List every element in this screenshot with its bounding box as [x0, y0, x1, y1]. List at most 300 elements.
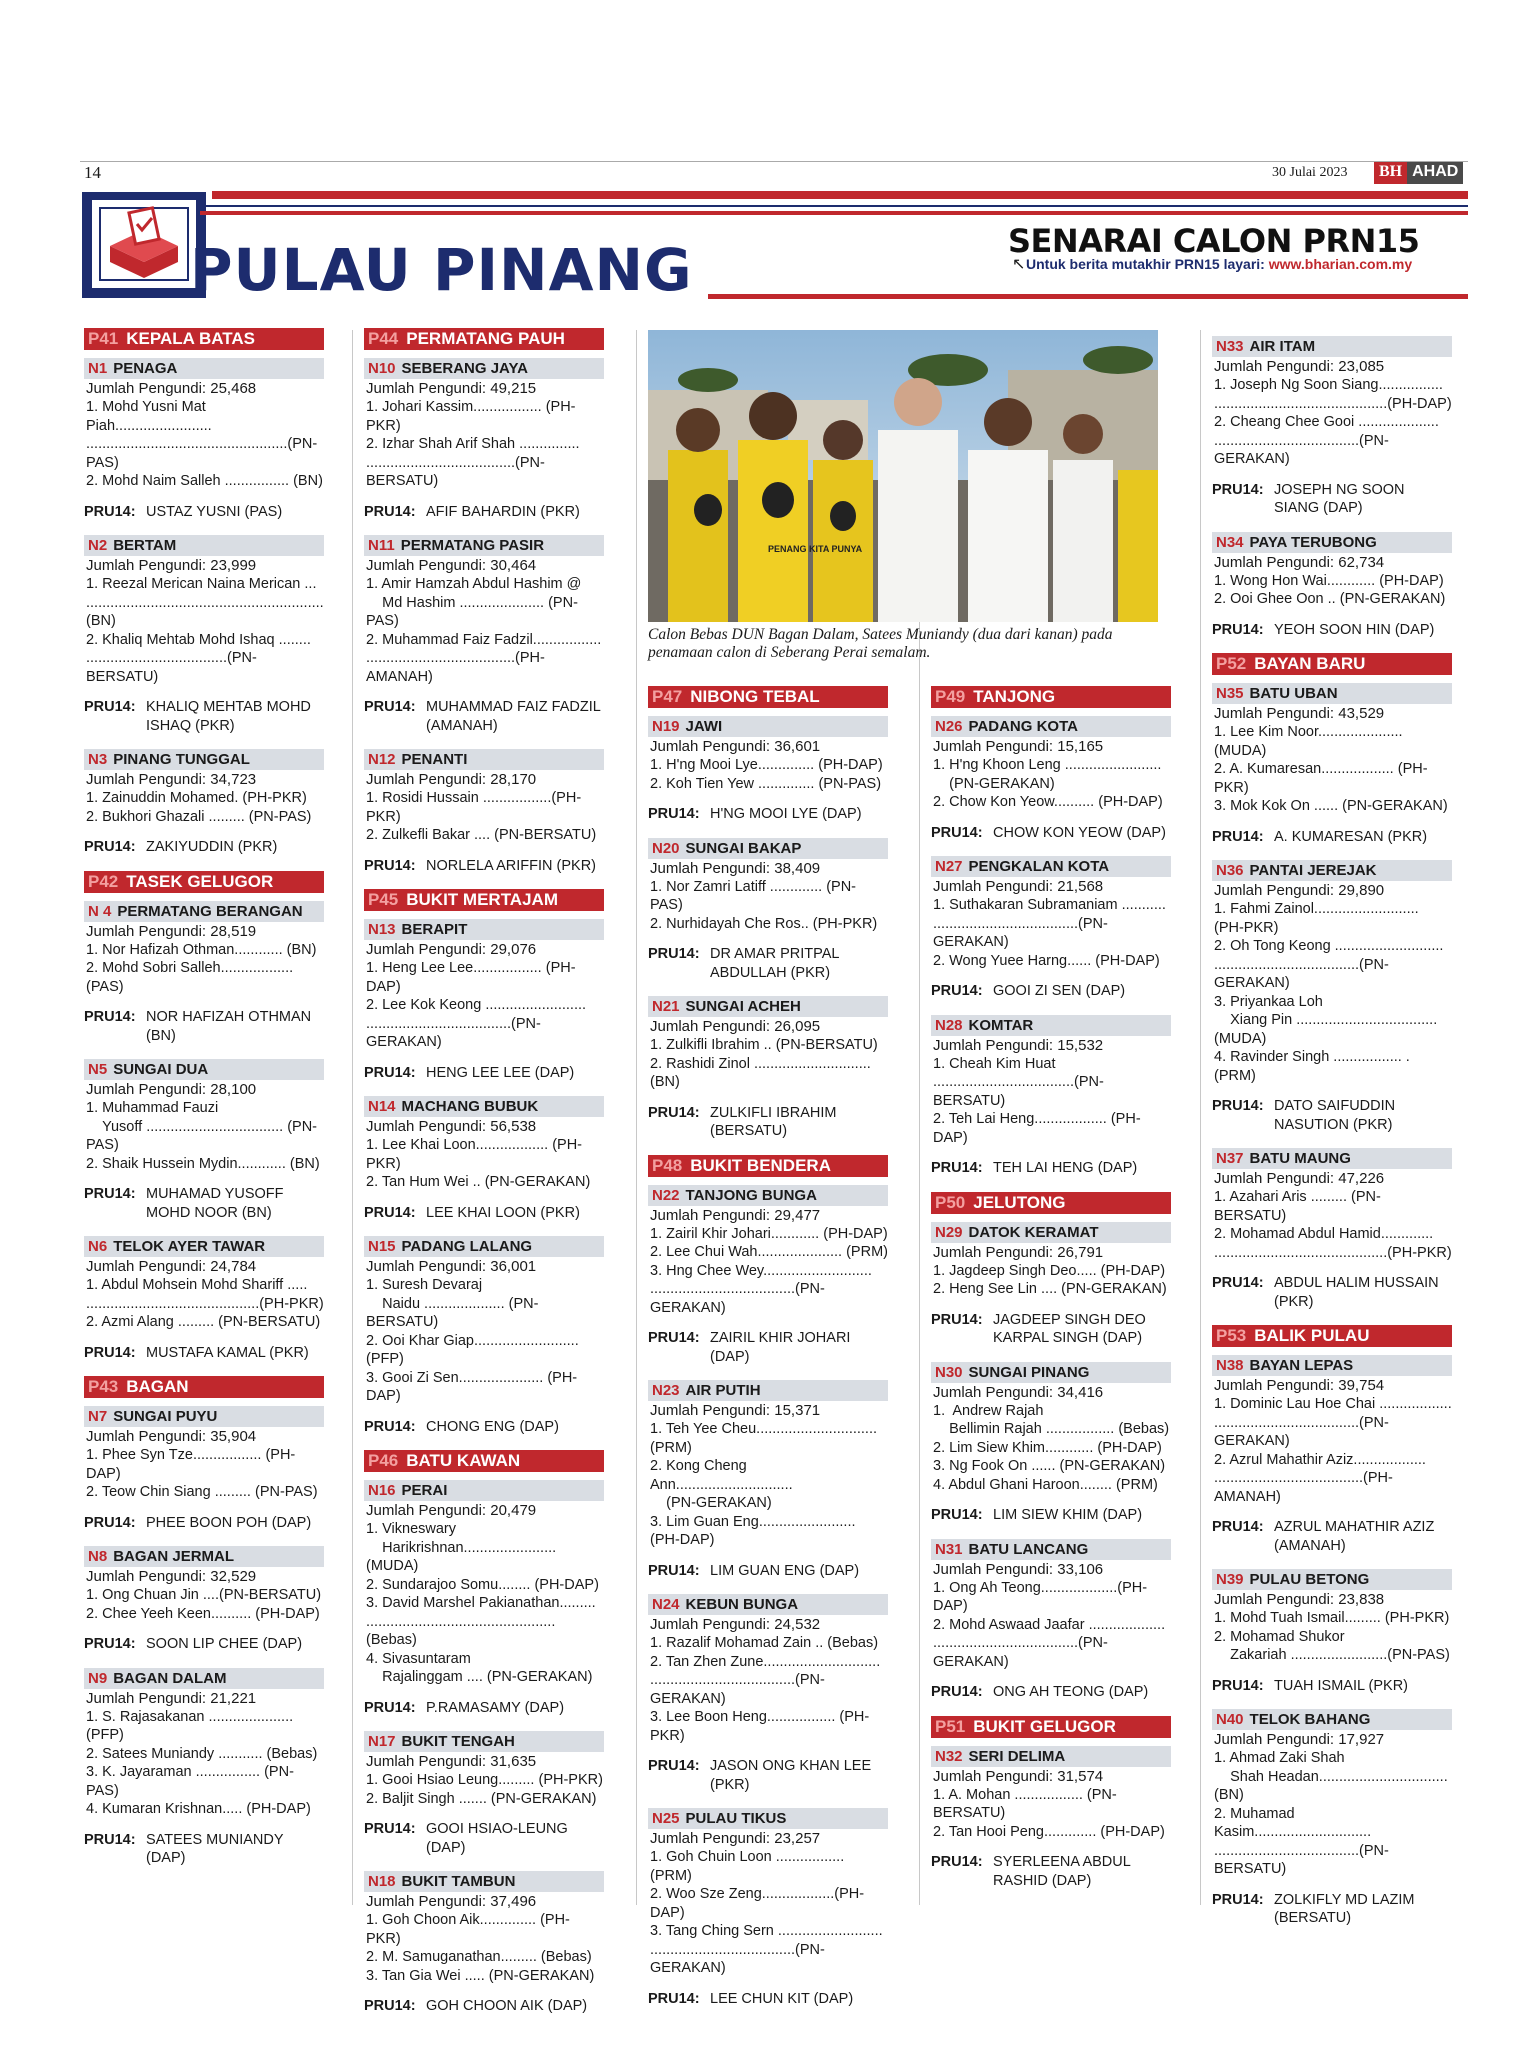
seat-block [1212, 1355, 1452, 1555]
seat-block [364, 1236, 604, 1436]
seat-name: DATOK KERAMAT [968, 1223, 1099, 1241]
seat-header [1212, 336, 1452, 357]
column-divider [636, 330, 637, 1905]
column-2 [364, 328, 604, 2030]
parliament-code: P42 [88, 871, 119, 891]
candidate-line: 2. Kong Cheng Ann............................. [650, 1458, 793, 1493]
parliament-header [364, 889, 604, 911]
prev-label: PRU14: [84, 699, 136, 715]
seat-block [648, 996, 888, 1141]
candidate-line: 2. A. Kumaresan.................. (PH-PKR) [1214, 761, 1428, 796]
candidate-line: 1. Wong Hon Wai............ (PH-DAP) [1214, 572, 1444, 589]
seat-header [364, 919, 604, 940]
parliament-header [931, 686, 1171, 708]
candidate-line: ...........................................(PH-PKR) [86, 1295, 324, 1312]
candidate-line: 2. Muhamad Kasim............................. [1214, 1805, 1372, 1840]
seat-name: BAGAN DALAM [113, 1669, 227, 1687]
voter-count: Jumlah Pengundi: 15,532 [933, 1036, 1104, 1054]
seat-code: N24 [652, 1596, 680, 1613]
prev-label: PRU14: [1212, 1891, 1264, 1908]
prev-label: PRU14: [364, 699, 416, 715]
parliament-header [648, 1155, 888, 1177]
previous-winner [931, 982, 1171, 1001]
candidate-line: 4. Abdul Ghani Haroon........ (PRM) [933, 1476, 1158, 1493]
candidate-line: 1. Andrew Rajah [933, 1402, 1044, 1419]
seat-block [648, 1185, 888, 1367]
parliament-name: KEPALA BATAS [126, 329, 256, 348]
previous-winner [84, 503, 324, 522]
subtitle-url[interactable]: www.bharian.com.my [1268, 256, 1413, 272]
previous-winner [1212, 481, 1452, 518]
prev-value: H'NG MOOI LYE (DAP) [710, 806, 862, 822]
seat-code: N27 [935, 858, 963, 875]
prev-label: PRU14: [84, 839, 136, 855]
parliament-code: P53 [1216, 1326, 1247, 1345]
candidate-line: ....................................(PN-GERAKAN) [933, 915, 1108, 950]
seat-name: MACHANG BUBUK [401, 1098, 539, 1115]
candidate-line: Md Hashim ..................... (PN-PAS) [366, 594, 578, 629]
seat-block [648, 1594, 888, 1794]
seat-block [84, 749, 324, 857]
parliament-code: P45 [368, 890, 399, 909]
candidate-line: 1. Ong Ah Teong...................(PH-DAP) [933, 1579, 1148, 1614]
seat-code: N6 [88, 1238, 108, 1255]
prev-value: YEOH SOON HIN (DAP) [1274, 621, 1435, 638]
candidate-line: ....................................(PN-BERSATU) [1214, 1842, 1389, 1877]
voter-count: Jumlah Pengundi: 34,416 [933, 1383, 1104, 1401]
seat-code: N29 [935, 1223, 963, 1241]
seat-code: N31 [935, 1540, 963, 1558]
prev-value: TEH LAI HENG (DAP) [993, 1160, 1138, 1176]
candidate-line: 2. M. Samuganathan......... (Bebas) [366, 1949, 592, 1965]
prev-label: PRU14: [364, 1204, 416, 1221]
seat-name: BERTAM [113, 537, 177, 554]
voter-count: Jumlah Pengundi: 33,106 [933, 1560, 1104, 1578]
candidate-line: 1. Jagdeep Singh Deo..... (PH-DAP) [933, 1262, 1166, 1279]
seat-code: N12 [368, 751, 396, 768]
seat-code: N39 [1216, 1571, 1244, 1588]
candidate-line: Naidu .................... (PN-BERSATU) [366, 1295, 539, 1330]
seat-name: BUKIT TENGAH [401, 1733, 515, 1750]
voter-count: Jumlah Pengundi: 25,468 [86, 380, 257, 397]
seat-header [648, 1185, 888, 1206]
seat-block [1212, 532, 1452, 640]
prev-label: PRU14: [931, 1311, 983, 1328]
candidate-line: .....................................(PN-BERSATU) [366, 454, 545, 489]
candidate-line: 3. Mok Kok On ...... (PN-GERAKAN) [1214, 798, 1448, 814]
seat-block [84, 1406, 324, 1532]
parliament-code: P41 [88, 329, 119, 348]
seat-code: N34 [1216, 533, 1244, 551]
voter-count: Jumlah Pengundi: 37,496 [366, 1893, 537, 1910]
candidate-line: 1. Zulkifli Ibrahim .. (PN-BERSATU) [650, 1037, 878, 1053]
candidate-line: .....................................(PH-AMANAH) [1214, 1470, 1393, 1505]
voter-count: Jumlah Pengundi: 26,791 [933, 1243, 1104, 1261]
top-rule [80, 161, 1468, 162]
voter-count: Jumlah Pengundi: 56,538 [366, 1118, 537, 1135]
candidate-line: 2. Mohd Naim Salleh ................ (BN) [86, 473, 323, 489]
ballot-box-icon [80, 190, 208, 300]
previous-winner [364, 503, 604, 522]
column-4 [931, 686, 1171, 1904]
column-1 [84, 328, 324, 1882]
seat-code: N21 [652, 998, 680, 1015]
prev-label: PRU14: [648, 1104, 700, 1121]
seat-header [1212, 1355, 1452, 1376]
prev-value: USTAZ YUSNI (PAS) [146, 503, 283, 520]
candidate-line: ...........................................................(BN) [86, 594, 324, 629]
seat-code: N14 [368, 1098, 396, 1115]
candidate-line: 2. Wong Yuee Harng...... (PH-DAP) [933, 952, 1160, 969]
previous-winner [364, 1820, 604, 1857]
candidate-line: 2. Chow Kon Yeow.......... (PH-DAP) [933, 794, 1163, 810]
previous-winner [364, 857, 604, 876]
seat-code: N10 [368, 360, 396, 377]
prev-value: LIM GUAN ENG (DAP) [710, 1562, 860, 1579]
seat-code: N20 [652, 839, 680, 857]
prev-value: ZAKIYUDDIN (PKR) [146, 839, 278, 855]
seat-header [1212, 683, 1452, 704]
previous-winner [1212, 1891, 1452, 1928]
seat-name: PANTAI JEREJAK [1249, 862, 1377, 879]
candidate-line: 2. Lim Siew Khim............ (PH-DAP) [933, 1439, 1162, 1456]
candidate-line: ....................................(PN-GERAKAN) [1214, 1414, 1389, 1449]
candidate-line: ...........................................(PH-PKR) [1214, 1244, 1452, 1261]
seat-code: N7 [88, 1408, 108, 1425]
prev-value: MUHAMMAD FAIZ FADZIL (AMANAH) [426, 699, 601, 734]
candidate-line: 1. Suthakaran Subramaniam ........... [933, 897, 1166, 913]
previous-winner [84, 838, 324, 857]
voter-count: Jumlah Pengundi: 31,635 [366, 1753, 537, 1770]
candidate-line: 1. Lee Kim Noor..................... (MUDA) [1214, 724, 1407, 759]
seat-header [1212, 1709, 1452, 1730]
candidate-line: ....................................(PN-GERAKAN) [1214, 956, 1389, 991]
candidate-line: Harikrishnan....................... (MUDA) [366, 1539, 561, 1574]
voter-count: Jumlah Pengundi: 15,165 [933, 738, 1104, 755]
prev-value: A. KUMARESAN (PKR) [1274, 828, 1428, 845]
parliament-code: P52 [1216, 654, 1247, 673]
prev-label: PRU14: [1212, 1677, 1264, 1694]
voter-count: Jumlah Pengundi: 32,529 [86, 1568, 257, 1585]
candidate-line: 3. Gooi Zi Sen..................... (PH-DAP) [366, 1369, 578, 1404]
parliament-name: BALIK PULAU [1254, 1326, 1370, 1345]
seat-header [931, 1015, 1171, 1036]
header-red-bar [212, 191, 1468, 199]
seat-block [364, 358, 604, 521]
seat-header [931, 1746, 1171, 1767]
seat-code: N17 [368, 1733, 396, 1750]
seat-block [364, 919, 604, 1082]
candidate-line: 1. Ong Chuan Jin ....(PN-BERSATU) [86, 1587, 322, 1603]
candidate-line: ....................................(PN-GERAKAN) [1214, 432, 1389, 467]
seat-name: BERAPIT [401, 921, 468, 938]
candidate-line: 4. Ravinder Singh ................. . (PRM) [1214, 1049, 1414, 1084]
seat-name: PADANG LALANG [401, 1238, 533, 1255]
previous-winner [84, 1185, 324, 1222]
candidate-line: 2. Teow Chin Siang ......... (PN-PAS) [86, 1484, 318, 1500]
prev-label: PRU14: [84, 1344, 136, 1361]
voter-count: Jumlah Pengundi: 47,226 [1214, 1170, 1385, 1187]
candidate-line: 1. Nor Hafizah Othman............ (BN) [86, 941, 317, 958]
candidate-line: 2. Ooi Khar Giap.......................... (PFP) [366, 1332, 583, 1367]
seat-header [648, 1380, 888, 1401]
candidate-line: ....................................(PN-GERAKAN) [650, 1941, 825, 1976]
voter-count: Jumlah Pengundi: 29,890 [1214, 882, 1385, 899]
seat-name: SERI DELIMA [968, 1747, 1066, 1765]
candidate-line: 2. Rashidi Zinol ............................. (BN) [650, 1055, 875, 1090]
candidate-line: 1. Suresh Devaraj [366, 1277, 483, 1293]
candidate-line: 2. Azmi Alang ......... (PN-BERSATU) [86, 1314, 321, 1330]
previous-winner [84, 1514, 324, 1533]
previous-winner [364, 1699, 604, 1718]
seat-name: TELOK BAHANG [1249, 1711, 1371, 1728]
seat-block [648, 1380, 888, 1580]
prev-value: TUAH ISMAIL (PKR) [1274, 1677, 1409, 1694]
parliament-header [364, 1450, 604, 1472]
previous-winner [648, 1757, 888, 1794]
seat-name: PERMATANG BERANGAN [117, 902, 303, 920]
parliament-header [1212, 653, 1452, 675]
previous-winner [1212, 828, 1452, 847]
seat-block [648, 838, 888, 983]
candidate-line: 1. Zairil Khir Johari............ (PH-DAP) [650, 1225, 888, 1242]
candidate-line: 1. Muhammad Fauzi [86, 1100, 219, 1116]
prev-value: AFIF BAHARDIN (PKR) [426, 503, 580, 520]
prev-value: ONG AH TEONG (DAP) [993, 1684, 1149, 1700]
prev-value: GOOI HSIAO-LEUNG (DAP) [426, 1821, 568, 1856]
prev-value: SOON LIP CHEE (DAP) [146, 1636, 303, 1652]
seat-header [1212, 860, 1452, 881]
candidate-line: 3. David Marshel Pakianathan......... [366, 1595, 596, 1611]
parliament-header [84, 1376, 324, 1398]
seat-block [931, 1362, 1171, 1525]
seat-code: N23 [652, 1382, 680, 1399]
seat-header [931, 856, 1171, 877]
seat-name: KEBUN BUNGA [685, 1596, 799, 1613]
candidate-line: ...........................................(PH-DAP) [1214, 395, 1452, 412]
candidate-line: 1. H'ng Khoon Leng ........................ [933, 757, 1162, 773]
seat-block [1212, 1709, 1452, 1928]
seat-block [931, 1015, 1171, 1178]
seat-block [1212, 336, 1452, 518]
voter-count: Jumlah Pengundi: 17,927 [1214, 1731, 1385, 1748]
parliament-name: TASEK GELUGOR [126, 871, 274, 891]
prev-label: PRU14: [1212, 1275, 1264, 1291]
seat-block [364, 1871, 604, 2016]
candidate-line: 2. Baljit Singh ....... (PN-GERAKAN) [366, 1790, 597, 1807]
candidate-line: ....................................(PN-GERAKAN) [933, 1635, 1108, 1670]
previous-winner [648, 1104, 888, 1141]
parliament-code: P47 [652, 687, 683, 706]
seat-name: SUNGAI DUA [113, 1061, 209, 1078]
candidate-line: 1. Heng Lee Lee................. (PH-DAP) [366, 960, 576, 995]
parliament-code: P51 [935, 1716, 966, 1736]
candidate-line: 1. Fahmi Zainol.......................... (PH-PKR) [1214, 901, 1423, 936]
header-navy-line [200, 205, 1468, 207]
candidate-line: 1. H'ng Mooi Lye.............. (PH-DAP) [650, 757, 883, 773]
previous-winner [931, 824, 1171, 843]
seat-code: N5 [88, 1061, 108, 1078]
seat-code: N38 [1216, 1357, 1244, 1374]
prev-label: PRU14: [931, 1854, 983, 1870]
parliament-name: JELUTONG [973, 1192, 1066, 1212]
column-divider [352, 330, 353, 1905]
seat-header [648, 716, 888, 737]
prev-value: JAGDEEP SINGH DEO KARPAL SINGH (DAP) [993, 1311, 1146, 1346]
column-3 [648, 686, 888, 2022]
voter-count: Jumlah Pengundi: 24,784 [86, 1258, 257, 1275]
seat-code: N18 [368, 1873, 396, 1890]
previous-winner [648, 1990, 888, 2009]
voter-count: Jumlah Pengundi: 23,085 [1214, 358, 1385, 375]
candidate-line: 3. Hng Chee Wey........................... [650, 1262, 872, 1279]
candidate-line: 2. Koh Tien Yew .............. (PN-PAS) [650, 775, 882, 792]
parliament-name: TANJONG [973, 687, 1056, 706]
photo-caption: Calon Bebas DUN Bagan Dalam, Satees Muniandy (dua dari kanan) pada penamaan calon di Seberang Perai semalam. [648, 626, 1113, 661]
seat-block [364, 1480, 604, 1717]
prev-label: PRU14: [1212, 481, 1264, 498]
voter-count: Jumlah Pengundi: 29,076 [366, 941, 537, 958]
seat-header [84, 358, 324, 379]
prev-label: PRU14: [931, 1684, 983, 1700]
prev-label: PRU14: [648, 1990, 700, 2007]
seat-code: N 4 [88, 902, 112, 920]
prev-label: PRU14: [1212, 828, 1264, 845]
candidate-line: 2. Cheang Chee Gooi .................... [1214, 414, 1439, 430]
candidate-line: 1. Phee Syn Tze................. (PH-DAP) [86, 1447, 296, 1482]
seat-code: N25 [652, 1810, 680, 1827]
prev-label: PRU14: [1212, 1519, 1264, 1535]
candidate-line: 2. Mohamad Shukor [1214, 1628, 1345, 1645]
candidate-line: 3. Lim Guan Eng........................ (PH-DAP) [650, 1513, 860, 1548]
candidate-line: Shah Headan................................ (BN) [1214, 1768, 1452, 1803]
candidate-line: 2. Khaliq Mehtab Mohd Ishaq ........ [86, 631, 311, 648]
seat-block [84, 1546, 324, 1654]
seat-header [84, 749, 324, 770]
candidate-line: 2. Mohd Aswaad Jaafar ................... [933, 1616, 1166, 1633]
prev-value: NORLELA ARIFFIN (PKR) [426, 857, 597, 874]
candidate-line: (PN-GERAKAN) [933, 775, 1055, 792]
candidate-line: 1. Cheah Kim Huat [933, 1055, 1056, 1072]
seat-header [364, 1871, 604, 1892]
previous-winner [364, 1204, 604, 1223]
candidate-line: 1. Nor Zamri Latiff ............. (PN-PAS) [650, 878, 856, 913]
prev-value: HENG LEE LEE (DAP) [426, 1064, 575, 1081]
seat-name: SUNGAI PINANG [968, 1363, 1090, 1381]
seat-header [364, 1480, 604, 1501]
seat-code: N3 [88, 751, 108, 768]
parliament-code: P48 [652, 1155, 683, 1175]
parliament-header [931, 1716, 1171, 1738]
voter-count: Jumlah Pengundi: 38,409 [650, 859, 821, 877]
seat-code: N35 [1216, 685, 1244, 702]
prev-value: KHALIQ MEHTAB MOHD ISHAQ (PKR) [146, 699, 311, 734]
prev-label: PRU14: [648, 1562, 700, 1579]
previous-winner [364, 1418, 604, 1437]
parliament-header [648, 686, 888, 708]
seat-header [84, 1668, 324, 1689]
seat-block [648, 716, 888, 824]
seat-block [1212, 860, 1452, 1134]
candidate-line: 1. Goh Chuin Loon ................. (PRM) [650, 1849, 849, 1884]
parliament-header [84, 328, 324, 350]
brand-bh: BH [1374, 162, 1407, 184]
voter-count: Jumlah Pengundi: 20,479 [366, 1502, 537, 1519]
previous-winner [84, 1344, 324, 1363]
seat-header [84, 535, 324, 556]
seat-name: PENAGA [113, 360, 178, 377]
seat-name: KOMTAR [968, 1016, 1034, 1034]
parliament-name: BATU KAWAN [406, 1451, 521, 1470]
seat-block [931, 856, 1171, 1001]
prev-value: AZRUL MAHATHIR AZIZ (AMANAH) [1274, 1519, 1435, 1554]
candidate-line: .....................................(PH-AMANAH) [366, 650, 545, 685]
prev-label: PRU14: [364, 857, 416, 874]
candidate-line: 2. Lee Chui Wah..................... (PRM) [650, 1244, 888, 1260]
candidate-line: 1. Reezal Merican Naina Merican ... [86, 576, 317, 592]
candidate-line: 3. Tang Ching Sern .......................... [650, 1923, 883, 1939]
parliament-header [364, 328, 604, 350]
seat-name: PENANTI [401, 751, 468, 768]
candidate-line: 2. Oh Tong Keong ........................... [1214, 938, 1444, 954]
prev-value: CHONG ENG (DAP) [426, 1418, 559, 1435]
prev-value: LEE CHUN KIT (DAP) [710, 1990, 854, 2007]
seat-block [1212, 1569, 1452, 1695]
seat-header [931, 716, 1171, 737]
previous-winner [84, 1635, 324, 1654]
candidate-line: ...............................................(Bebas) [366, 1613, 556, 1648]
brand-ahad: AHAD [1407, 162, 1463, 184]
prev-label: PRU14: [84, 1009, 136, 1025]
seat-header [1212, 1148, 1452, 1169]
candidate-line: 1. Ahmad Zaki Shah [1214, 1750, 1345, 1766]
candidate-line: 2. Shaik Hussein Mydin............ (BN) [86, 1155, 320, 1172]
masthead-brand [1374, 162, 1463, 184]
voter-count: Jumlah Pengundi: 28,100 [86, 1081, 257, 1098]
seat-name: PULAU BETONG [1249, 1571, 1370, 1588]
seat-header [931, 1362, 1171, 1383]
seat-name: AIR ITAM [1249, 338, 1316, 355]
shirt-text: PENANG KITA PUNYA [768, 544, 863, 554]
prev-label: PRU14: [1212, 1098, 1264, 1114]
subtitle-prefix: Untuk berita mutakhir PRN15 layari: [1026, 256, 1265, 272]
prev-label: PRU14: [84, 1831, 136, 1848]
candidate-line: 2. Mohamad Abdul Hamid............. [1214, 1226, 1434, 1242]
seat-code: N2 [88, 537, 108, 554]
previous-winner [931, 1159, 1171, 1178]
seat-name: BATU MAUNG [1249, 1150, 1351, 1167]
candidate-line: 1. Mohd Tuah Ismail......... (PH-PKR) [1214, 1610, 1450, 1626]
candidate-line: ....................................(PN-GERAKAN) [650, 1672, 825, 1707]
candidate-line: Yusoff .................................. (PN-PAS) [86, 1118, 317, 1153]
candidate-line: 2. Bukhori Ghazali ......... (PN-PAS) [86, 808, 312, 825]
seat-header [364, 1731, 604, 1752]
seat-name: SEBERANG JAYA [401, 360, 528, 377]
seat-code: N33 [1216, 338, 1244, 355]
prev-label: PRU14: [648, 946, 700, 962]
prev-value: NOR HAFIZAH OTHMAN (BN) [146, 1009, 312, 1044]
seat-block [931, 716, 1171, 842]
prev-label: PRU14: [84, 1514, 136, 1531]
seat-name: PENGKALAN KOTA [968, 858, 1110, 875]
seat-header [84, 901, 324, 922]
candidate-line: 3. K. Jayaraman ................ (PN-PAS) [86, 1764, 294, 1799]
candidate-line: 1. Joseph Ng Soon Siang................ [1214, 377, 1443, 393]
candidate-line: 1. Amir Hamzah Abdul Hashim @ [366, 576, 582, 592]
seat-code: N13 [368, 921, 396, 938]
candidate-line: Zakariah ........................(PN-PAS) [1214, 1647, 1450, 1663]
candidate-line: 1. Dominic Lau Hoe Chai .................. [1214, 1396, 1452, 1412]
